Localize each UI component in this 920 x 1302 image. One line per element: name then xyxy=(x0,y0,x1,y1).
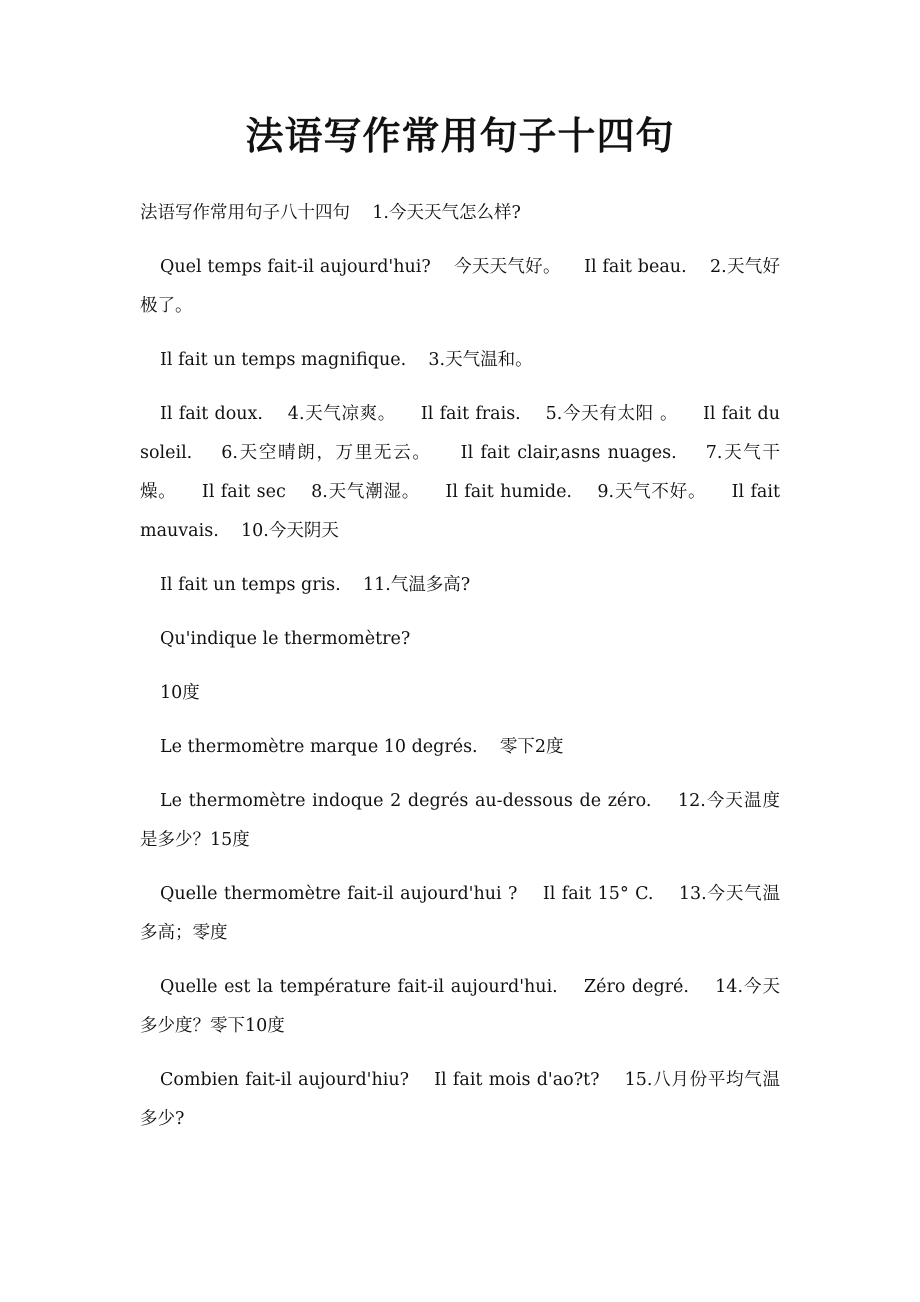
paragraph: Il fait un temps magnifique. 3.天气温和。 xyxy=(160,350,533,370)
paragraph: Qu'indique le thermomètre? xyxy=(160,629,411,649)
paragraph: Quel temps fait-il aujourd'hui? 今天天气好。 Il fait beau. 2.天气好极了。 xyxy=(140,257,780,316)
paragraph: 10度 xyxy=(160,683,200,703)
paragraph: Quelle est la température fait-il aujourd'hui. Zéro degré. 14.今天多少度？零下10度 xyxy=(140,977,780,1036)
document-body xyxy=(140,194,780,1154)
paragraph: Le thermomètre indoque 2 degrés au-dessous de zéro. 12.今天温度是多少？15度 xyxy=(140,791,780,850)
paragraph: Il fait un temps gris. 11.气温多高? xyxy=(160,575,471,595)
paragraph: 法语写作常用句子八十四句 1.今天天气怎么样? xyxy=(140,203,521,223)
paragraph: Le thermomètre marque 10 degrés. 零下2度 xyxy=(160,737,564,757)
paragraph: Quelle thermomètre fait-il aujourd'hui ? Il fait 15° C. 13.今天气温多高；零度 xyxy=(140,884,780,943)
document-title: 法语写作常用句子十四句 xyxy=(245,113,675,158)
paragraph: Combien fait-il aujourd'hiu? Il fait mois d'ao?t? 15.八月份平均气温多少? xyxy=(140,1070,780,1129)
paragraph: Il fait doux. 4.天气凉爽。 Il fait frais. 5.今天有太阳 。 Il fait du soleil. 6.天空晴朗，万里无云。 Il fait clair,asns nuages. 7.天气干燥。 Il fait sec 8.天气潮湿。 Il fait humide. 9.天气不好。 Il fait mauvais. 10.今天阴天 xyxy=(140,404,780,541)
